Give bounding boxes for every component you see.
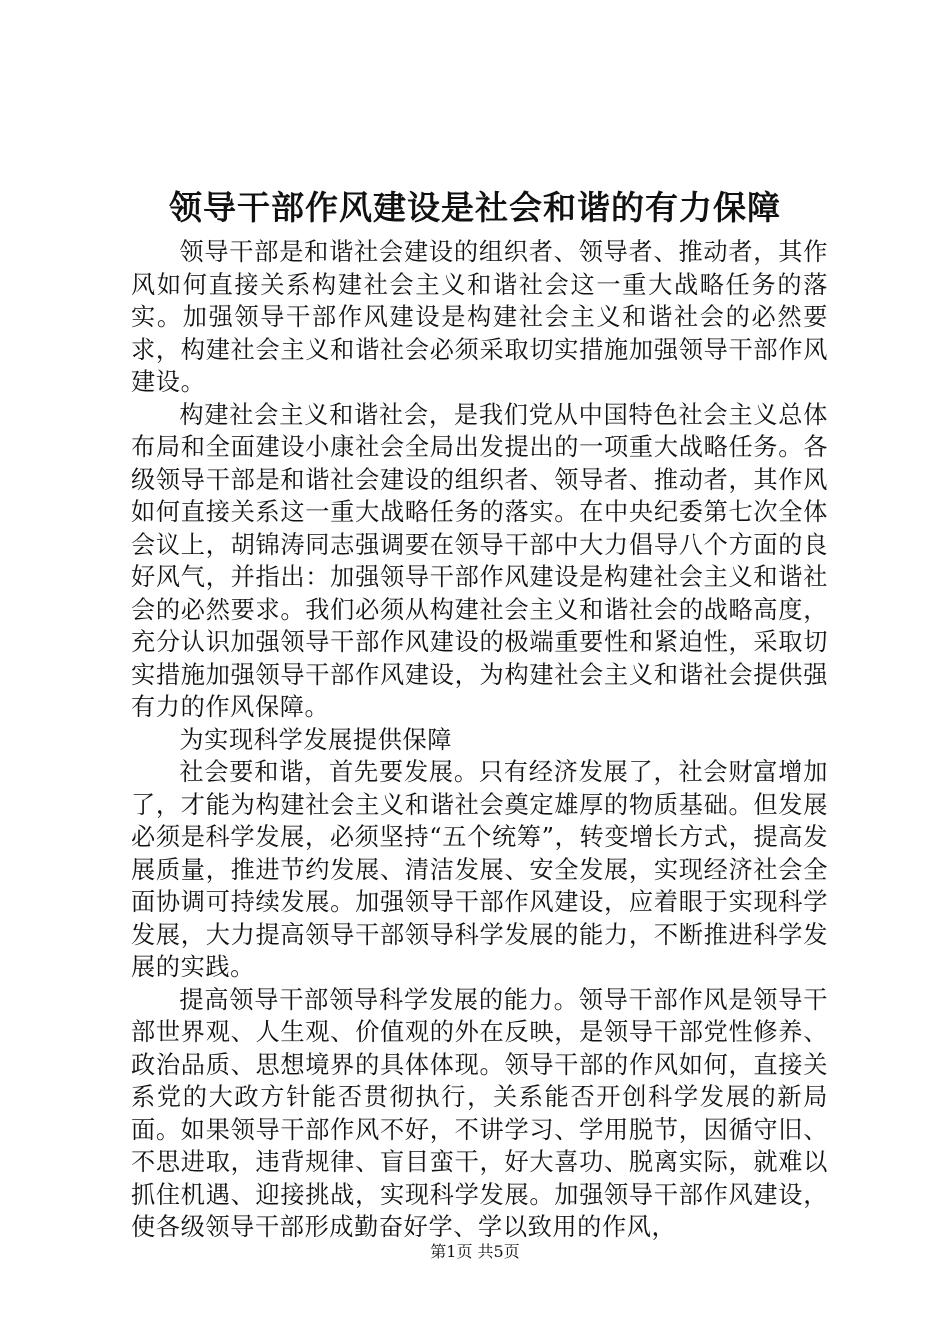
paragraph-intro: 领导干部是和谐社会建设的组织者、领导者、推动者，其作风如何直接关系构建社会主义和谐社会这一重大战略任务的落实。加强领导干部作风建设是构建社会主义和谐社会的必然要求，构建社会主义和谐社会必须采取切实措施加强领导干部作风建设。 xyxy=(131,238,828,396)
document-title: 领导干部作风建设是社会和谐的有力保障 xyxy=(169,188,781,227)
paragraph-ability: 提高领导干部领导科学发展的能力。领导干部作风是领导干部世界观、人生观、价值观的外在反映，是领导干部党性修养、政治品质、思想境界的具体体现。领导干部的作风如何，直接关系党的大政方针能否贯彻执行，关系能否开创科学发展的新局面。如果领导干部作风不好，不讲学习、学用脱节，因循守旧、不思进取，违背规律、盲目蛮干，好大喜功、脱离实际，就难以抓住机遇、迎接挑战，实现科学发展。加强领导干部作风建设，使各级领导干部形成勤奋好学、学以致用的作风， xyxy=(131,985,828,1241)
paragraph-background: 构建社会主义和谐社会，是我们党从中国特色社会主义总体布局和全面建设小康社会全局出发提出的一项重大战略任务。各级领导干部是和谐社会建设的组织者、领导者、推动者，其作风如何直接关系这一重大战略任务的落实。在中央纪委第七次全体会议上，胡锦涛同志强调要在领导干部中大力倡导八个方面的良好风气，并指出：加强领导干部作风建设是构建社会主义和谐社会的必然要求。我们必须从构建社会主义和谐社会的战略高度，充分认识加强领导干部作风建设的极端重要性和紧迫性，采取切实措施加强领导干部作风建设，为构建社会主义和谐社会提供强有力的作风保障。 xyxy=(131,400,828,721)
document-body xyxy=(131,236,828,1244)
page-number: 第1页 共5页 xyxy=(430,1242,520,1261)
paragraph-development: 社会要和谐，首先要发展。只有经济发展了，社会财富增加了，才能为构建社会主义和谐社会奠定雄厚的物质基础。但发展必须是科学发展，必须坚持“五个统筹”，转变增长方式，提高发展质量，推进节约发展、清洁发展、安全发展，实现经济社会全面协调可持续发展。加强领导干部作风建设，应着眼于实现科学发展，大力提高领导干部领导科学发展的能力，不断推进科学发展的实践。 xyxy=(131,758,828,981)
section-heading: 为实现科学发展提供保障 xyxy=(179,725,453,754)
